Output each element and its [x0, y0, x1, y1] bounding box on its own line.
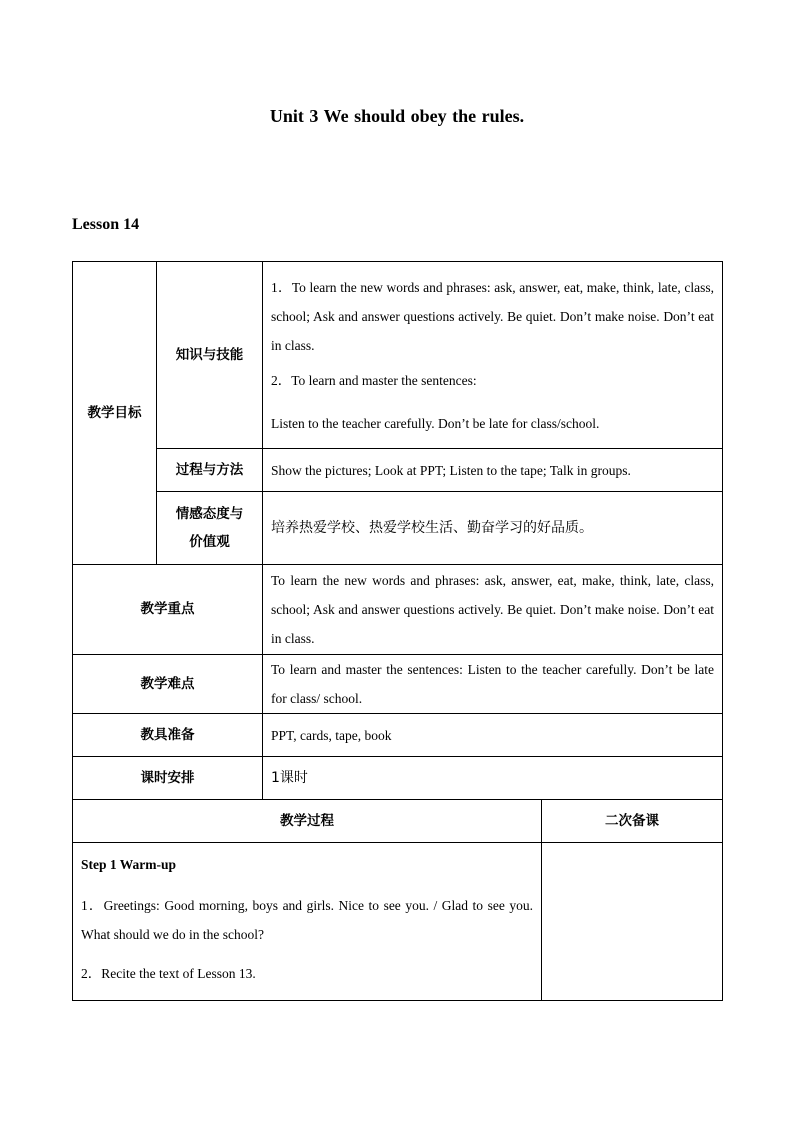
attitude-label-line-2: 价值观: [189, 534, 230, 550]
attitude-label: [157, 492, 263, 565]
step-title: Step 1 Warm-up: [81, 857, 177, 872]
knowledge-line-3: Listen to the teacher carefully. Don’t be late for class/school.: [271, 415, 600, 431]
materials-label: 教具准备: [73, 714, 263, 757]
process-header: 教学过程: [73, 800, 542, 843]
second-prep-cell: [542, 843, 723, 1001]
attitude-label-line-1: 情感态度与: [175, 506, 244, 522]
step-item-1: 1．Greetings: Good morning, boys and girls. Nice to see you. / Glad to see you. What should we do in the school?: [81, 898, 533, 942]
schedule-content: 1课时: [271, 770, 308, 786]
second-prep-header: 二次备课: [542, 800, 723, 843]
materials-content: PPT, cards, tape, book: [263, 714, 723, 757]
process-table: [72, 799, 723, 1001]
key-points-label: 教学重点: [73, 565, 263, 655]
difficulties-label: 教学难点: [73, 655, 263, 714]
process-label: 过程与方法: [157, 449, 263, 492]
objectives-label: 教学目标: [73, 262, 157, 565]
knowledge-content: [263, 262, 723, 449]
process-body: [73, 843, 542, 1001]
lesson-plan-table: [72, 261, 723, 800]
attitude-content: 培养热爱学校、热爱学校生活、勤奋学习的好品质。: [271, 520, 593, 536]
page-title: Unit 3 We should obey the rules.: [269, 106, 525, 126]
step-item-2: 2．Recite the text of Lesson 13.: [81, 966, 256, 981]
difficulties-content: To learn and master the sentences: Listen to the teacher carefully. Don’t be late for class/ school.: [263, 655, 723, 714]
knowledge-label: 知识与技能: [157, 262, 263, 449]
knowledge-line-2: 2．To learn and master the sentences:: [271, 372, 477, 388]
lesson-heading: Lesson 14: [72, 216, 140, 233]
knowledge-line-1: 1．To learn the new words and phrases: ask, answer, eat, make, think, late, class, school; Ask and answer questions actively. Be quiet. Don’t make noise. Don’t eat in class.: [271, 279, 714, 353]
schedule-label: 课时安排: [73, 757, 263, 800]
process-content: Show the pictures; Look at PPT; Listen to the tape; Talk in groups.: [263, 449, 723, 492]
key-points-content: To learn the new words and phrases: ask, answer, eat, make, think, late, class, school; Ask and answer questions actively. Be quiet. Don’t make noise. Don’t eat in class.: [263, 565, 723, 655]
